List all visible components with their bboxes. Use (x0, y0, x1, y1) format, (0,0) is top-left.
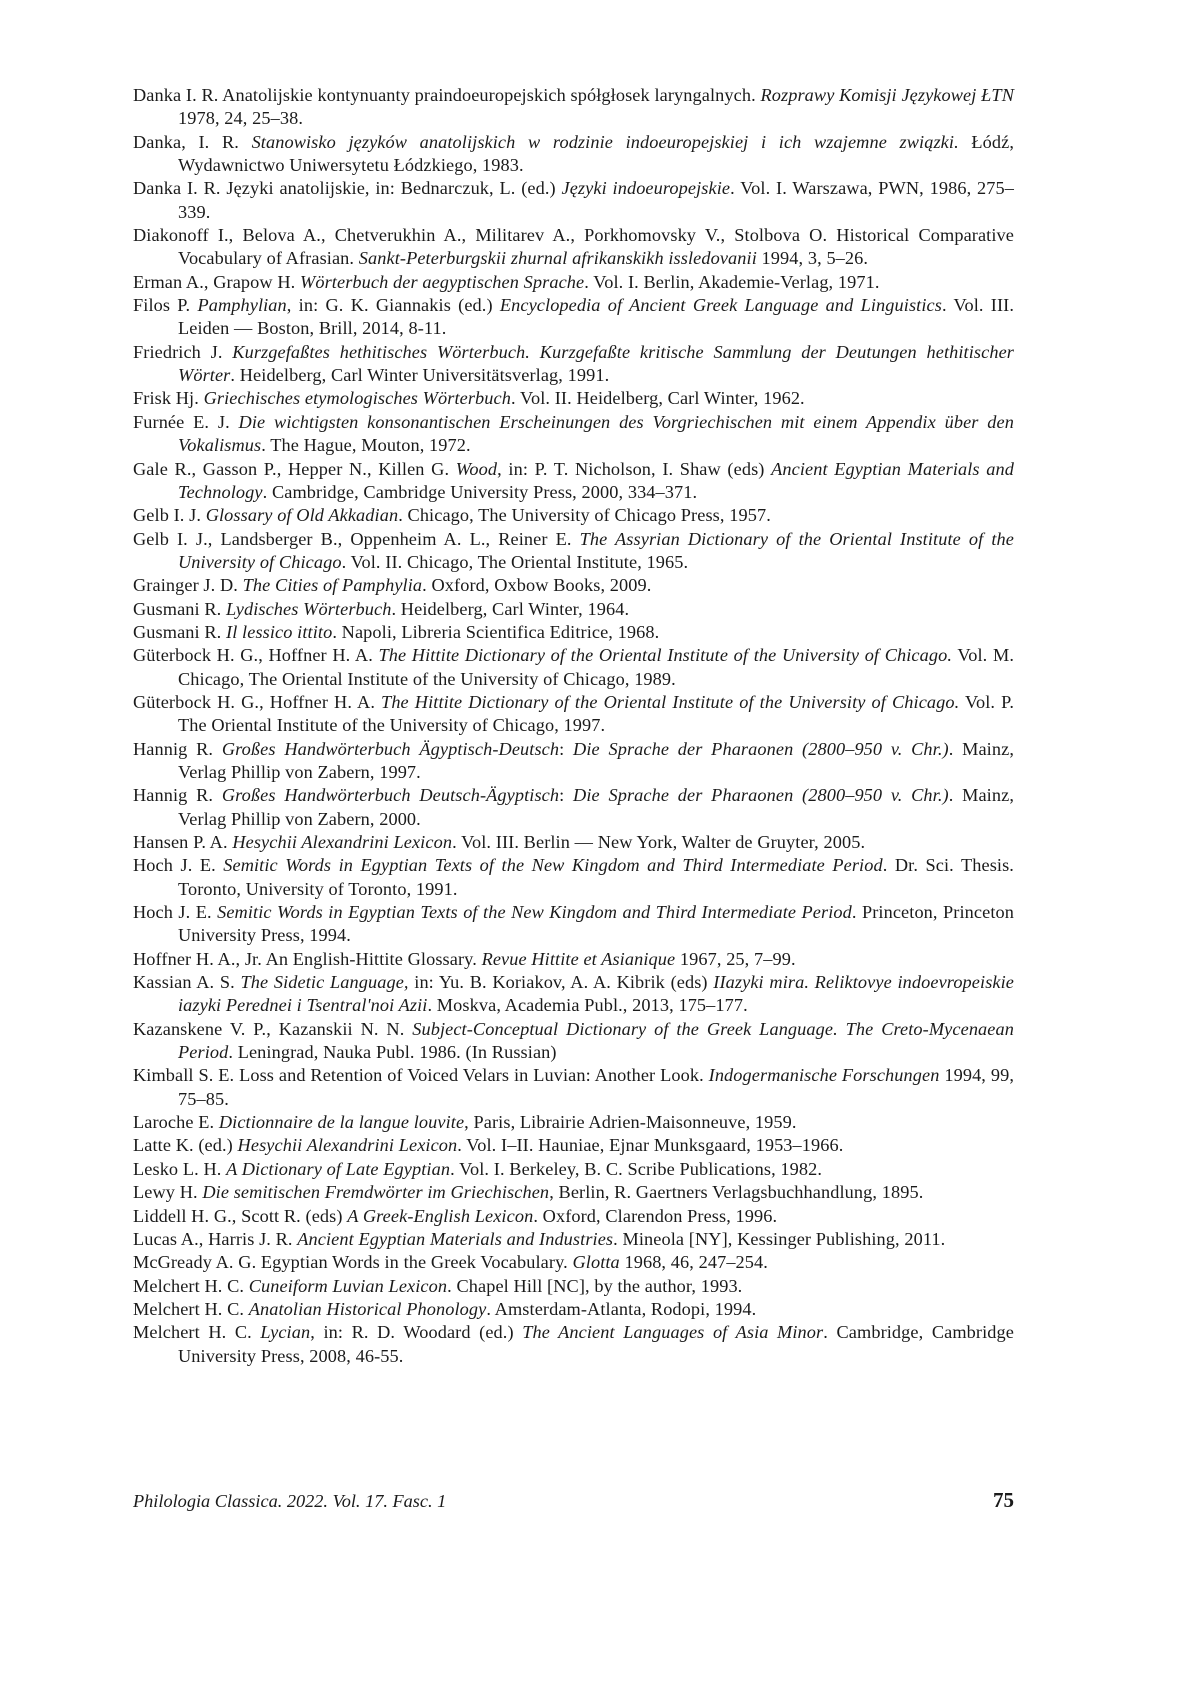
reference-text: , Paris, Librairie Adrien-Maisonneuve, 1959. (464, 1112, 797, 1133)
reference-text: Gusmani R. (133, 598, 227, 619)
reference-title-italic: Rozprawy Komisji Językowej ŁTN (760, 85, 1014, 105)
reference-title-italic: Il lessico ittito (226, 621, 333, 642)
reference-text: . Cambridge, Cambridge University Press, 2000, 334–371. (262, 481, 698, 502)
reference-entry (133, 1181, 1014, 1204)
reference-text: . Chicago, The University of Chicago Press, 1957. (398, 505, 771, 526)
reference-entry (133, 1228, 1014, 1251)
reference-text: Hoch J. E. (133, 902, 218, 923)
reference-title-italic: Kurzgefaßtes hethitisches Wörterbuch. Kurzgefaßte kritische Sammlung der Deutungen hethitischer Wörter (178, 341, 1014, 386)
reference-title-italic: Großes Handwörterbuch Ägyptisch-Deutsch (221, 738, 560, 759)
reference-title-italic: Sankt-Peterburgskii zhurnal afrikanskikh issledovanii (358, 248, 757, 269)
reference-text: . Vol. I. Berkeley, B. C. Scribe Publications, 1982. (450, 1158, 823, 1179)
reference-text: Lucas A., Harris J. R. (133, 1228, 298, 1249)
reference-text: Hannig R. (133, 738, 222, 759)
reference-title-italic: A Dictionary of Late Egyptian (226, 1158, 451, 1179)
reference-text: Gelb I. J., Landsberger B., Oppenheim A. L., Reiner E. (133, 528, 580, 549)
reference-text: Kimball S. E. Loss and Retention of Voiced Velars in Luvian: Another Look. (133, 1065, 709, 1086)
reference-text: Danka, I. R. (133, 131, 252, 152)
reference-entry (133, 84, 1014, 131)
reference-title-italic: Revue Hittite et Asianique (481, 948, 676, 969)
reference-text: Grainger J. D. (133, 575, 243, 596)
reference-text: . Oxford, Oxbow Books, 2009. (422, 575, 652, 596)
reference-text: 1978, 24, 25–38. (178, 108, 303, 129)
reference-text: , in: P. T. Nicholson, I. Shaw (eds) (497, 458, 772, 479)
reference-title-italic: Subject-Conceptual Dictionary of the Greek Language. The Creto-Mycenaean Period (178, 1018, 1014, 1063)
reference-text: Hansen P. A. (133, 832, 233, 852)
reference-text: Gusmani R. (133, 621, 227, 642)
reference-text: . Oxford, Clarendon Press, 1996. (533, 1205, 778, 1226)
reference-title-italic: Großes Handwörterbuch Deutsch-Ägyptisch (221, 785, 560, 806)
reference-text: Latte K. (ed.) (133, 1135, 238, 1156)
reference-text: Liddell H. G., Scott R. (eds) (133, 1205, 348, 1226)
reference-text: . Heidelberg, Carl Winter Universitätsverlag, 1991. (230, 365, 610, 386)
reference-title-italic: Wörterbuch der aegyptischen Sprache (300, 271, 585, 292)
reference-text: : (559, 785, 574, 806)
reference-text: . Mainz, Verlag Phillip von Zabern, 1997. (178, 738, 1014, 782)
reference-text: . Vol. I–II. Hauniae, Ejnar Munksgaard, 1953–1966. (457, 1135, 844, 1156)
reference-entry (133, 971, 1014, 1018)
reference-text: . Moskva, Academia Publ., 2013, 175–177. (427, 995, 748, 1016)
reference-title-italic: The Assyrian Dictionary of the Oriental Institute of the University of Chicago (178, 528, 1014, 572)
reference-text: . Dr. Sci. Thesis. Toronto, University of Toronto, 1991. (178, 855, 1014, 899)
reference-text: Kassian A. S. (133, 972, 241, 993)
reference-text: . Vol. I. Berlin, Akademie-Verlag, 1971. (584, 271, 880, 292)
reference-title-italic: Anatolian Historical Phonology (248, 1298, 487, 1319)
reference-entry (133, 644, 1014, 691)
reference-entry (133, 1321, 1014, 1368)
reference-text: . Leningrad, Nauka Publ. 1986. (In Russian) (228, 1042, 557, 1063)
reference-entry (133, 1275, 1014, 1298)
reference-entry (133, 1018, 1014, 1065)
reference-text: . Vol. I. Warszawa, PWN, 1986, 275–339. (178, 178, 1015, 222)
reference-text: 1994, 99, 75–85. (178, 1065, 1014, 1109)
reference-title-italic: Hesychii Alexandrini Lexicon (237, 1135, 458, 1156)
reference-entry (133, 504, 1014, 527)
reference-title-italic: Języki indoeuropejskie (561, 178, 731, 199)
reference-title-italic: The Cities of Pamphylia (242, 575, 423, 596)
reference-title-italic: Stanowisko języków anatolijskich w rodzinie indoeuropejskiej i ich wzajemne związki. (251, 131, 959, 152)
reference-entry (133, 528, 1014, 575)
reference-title-italic: Pamphylian (197, 295, 287, 316)
reference-text: 1967, 25, 7–99. (675, 948, 796, 969)
reference-text: 1968, 46, 247–254. (619, 1252, 768, 1273)
reference-text: . Mineola [NY], Kessinger Publishing, 2011. (613, 1228, 946, 1249)
reference-title-italic: Hesychii Alexandrini Lexicon (232, 832, 453, 852)
reference-text: Güterbock H. G., Hoffner H. A. (133, 645, 379, 666)
reference-entry (133, 294, 1014, 341)
reference-entry (133, 177, 1014, 224)
journal-citation: Philologia Classica. 2022. Vol. 17. Fasc. 1 (133, 1491, 447, 1511)
reference-entry (133, 691, 1014, 738)
reference-entry (133, 341, 1014, 388)
reference-title-italic: Glossary of Old Akkadian (205, 505, 399, 526)
reference-text: Melchert H. C. (133, 1322, 261, 1343)
reference-text: . Cambridge, Cambridge University Press, 2008, 46-55. (178, 1322, 1014, 1366)
reference-entry (133, 948, 1014, 971)
reference-text: . Vol. II. Heidelberg, Carl Winter, 1962. (511, 388, 805, 409)
reference-title-italic: Cuneiform Luvian Lexicon (248, 1275, 448, 1296)
reference-text: Lewy H. (133, 1182, 203, 1203)
reference-text: Kazanskene V. P., Kazanskii N. N. (133, 1018, 413, 1039)
reference-text: in: Yu. B. Koriakov, A. A. Kibrik (eds) (408, 972, 714, 993)
reference-text: Filos P. (133, 295, 198, 316)
reference-text: Danka I. R. Anatolijskie kontynuanty praindoeuropejskich spółgłosek laryngalnych. (133, 85, 761, 105)
reference-entry (133, 598, 1014, 621)
reference-entry (133, 1134, 1014, 1157)
reference-entry (133, 738, 1014, 785)
reference-title-italic: Griechisches etymologisches Wörterbuch (203, 388, 511, 409)
reference-text: Hoch J. E. (133, 855, 224, 876)
reference-text: Melchert H. C. (133, 1275, 249, 1296)
reference-text: Hoffner H. A., Jr. An English-Hittite Glossary. (133, 948, 482, 969)
reference-text: Łódź, Wydawnictwo Uniwersytetu Łódzkiego, 1983. (178, 131, 1014, 176)
reference-text: : (559, 738, 574, 759)
reference-entry (133, 458, 1014, 505)
reference-entry (133, 224, 1014, 271)
reference-title-italic: Glotta (572, 1252, 620, 1273)
reference-entry (133, 387, 1014, 410)
reference-entry (133, 1064, 1014, 1111)
reference-text: . Heidelberg, Carl Winter, 1964. (391, 598, 630, 619)
reference-title-italic: Ancient Egyptian Materials and Technology (178, 458, 1014, 502)
reference-text: Hannig R. (133, 785, 222, 806)
reference-text: . Vol. III. Berlin — New York, Walter de Gruyter, 2005. (452, 832, 866, 852)
reference-text: . Chapel Hill [NC], by the author, 1993. (447, 1275, 743, 1296)
reference-title-italic: The Hittite Dictionary of the Oriental Institute of the University of Chicago. (381, 691, 960, 712)
reference-text: . The Hague, Mouton, 1972. (261, 435, 471, 456)
reference-entry (133, 271, 1014, 294)
reference-entry (133, 621, 1014, 644)
reference-title-italic: Die Sprache der Pharaonen (2800–950 v. Chr.) (573, 738, 949, 759)
reference-entry (133, 901, 1014, 948)
reference-text: . Vol. II. Chicago, The Oriental Institute, 1965. (341, 551, 689, 572)
reference-list (133, 84, 1014, 1368)
reference-title-italic: The Sidetic Language, (240, 972, 409, 993)
reference-entry (133, 1251, 1014, 1274)
reference-text: Vol. M. Chicago, The Oriental Institute of the University of Chicago, 1989. (178, 645, 1014, 689)
reference-text: Laroche E. (133, 1112, 219, 1133)
reference-title-italic: Encyclopedia of Ancient Greek Language and Linguistics (499, 295, 942, 316)
reference-text: , in: G. K. Giannakis (ed.) (286, 295, 500, 316)
reference-title-italic: A Greek-English Lexicon (347, 1205, 534, 1226)
reference-title-italic: Ancient Egyptian Materials and Industries (297, 1228, 614, 1249)
reference-title-italic: Semitic Words in Egyptian Texts of the New Kingdom and Third Intermediate Period (223, 855, 883, 876)
reference-text: Furnée E. J. (133, 411, 239, 432)
reference-title-italic: Dictionnaire de la langue louvite (218, 1112, 465, 1133)
reference-text: , Berlin, R. Gaertners Verlagsbuchhandlung, 1895. (549, 1182, 924, 1203)
reference-title-italic: Die semitischen Fremdwörter im Griechischen (202, 1182, 550, 1203)
reference-text: . Amsterdam-Atlanta, Rodopi, 1994. (486, 1298, 757, 1319)
reference-entry (133, 1111, 1014, 1134)
reference-text: . Mainz, Verlag Phillip von Zabern, 2000. (178, 785, 1014, 829)
reference-entry (133, 784, 1014, 831)
reference-entry (133, 1158, 1014, 1181)
reference-title-italic: Wood (455, 458, 498, 479)
reference-text: Melchert H. C. (133, 1298, 249, 1319)
reference-title-italic: The Hittite Dictionary of the Oriental Institute of the University of Chicago. (378, 645, 953, 666)
reference-text: , in: R. D. Woodard (ed.) (310, 1322, 523, 1343)
reference-text: Gelb I. J. (133, 505, 206, 526)
reference-text: Güterbock H. G., Hoffner H. A. (133, 691, 382, 712)
reference-text: . Vol. III. Leiden — Boston, Brill, 2014, 8-11. (178, 295, 1014, 339)
reference-text: Gale R., Gasson P., Hepper N., Killen G. (133, 458, 456, 479)
reference-entry (133, 1298, 1014, 1321)
reference-text: Erman A., Grapow H. (133, 271, 301, 292)
reference-text: . Napoli, Libreria Scientifica Editrice, 1968. (332, 621, 660, 642)
reference-title-italic: Lydisches Wörterbuch (226, 598, 392, 619)
reference-text: Danka I. R. Języki anatolijskie, in: Bednarczuk, L. (ed.) (133, 178, 562, 199)
reference-text: 1994, 3, 5–26. (756, 248, 869, 269)
reference-text: McGready A. G. Egyptian Words in the Greek Vocabulary. (133, 1252, 573, 1273)
reference-entry (133, 854, 1014, 901)
reference-text: Lesko L. H. (133, 1158, 227, 1179)
reference-entry (133, 411, 1014, 458)
reference-title-italic: Indogermanische Forschungen (708, 1065, 940, 1086)
reference-title-italic: Lycian (260, 1322, 311, 1343)
page-number: 75 (993, 1488, 1014, 1512)
reference-title-italic: Semitic Words in Egyptian Texts of the New Kingdom and Third Intermediate Period (217, 902, 852, 923)
reference-title-italic: Die Sprache der Pharaonen (2800–950 v. Chr.) (573, 785, 949, 806)
reference-title-italic: The Ancient Languages of Asia Minor (522, 1322, 824, 1343)
reference-text: Frisk Hj. (133, 388, 204, 409)
reference-text: Vol. P. The Oriental Institute of the University of Chicago, 1997. (178, 691, 1014, 736)
reference-text: Friedrich J. (133, 341, 233, 362)
reference-title-italic: IIazyki mira. Reliktovye indoevropeiskie iazyki Perednei i Tsentral'noi Azii (178, 972, 1015, 1016)
reference-text: Diakonoff I., Belova A., Chetverukhin A., Militarev A., Porkhomovsky V., Stolbova O. Historical Comparative Vocabulary of Afrasian. (133, 225, 1014, 269)
reference-entry (133, 1205, 1014, 1228)
reference-title-italic: Die wichtigsten konsonantischen Erscheinungen des Vorgriechischen mit einem Appendix über den Vokalismus (178, 411, 1014, 456)
reference-text: . Princeton, Princeton University Press, 1994. (178, 902, 1014, 946)
reference-entry (133, 574, 1014, 597)
reference-entry (133, 831, 1014, 854)
page-footer (133, 1488, 1014, 1513)
reference-entry (133, 131, 1014, 178)
